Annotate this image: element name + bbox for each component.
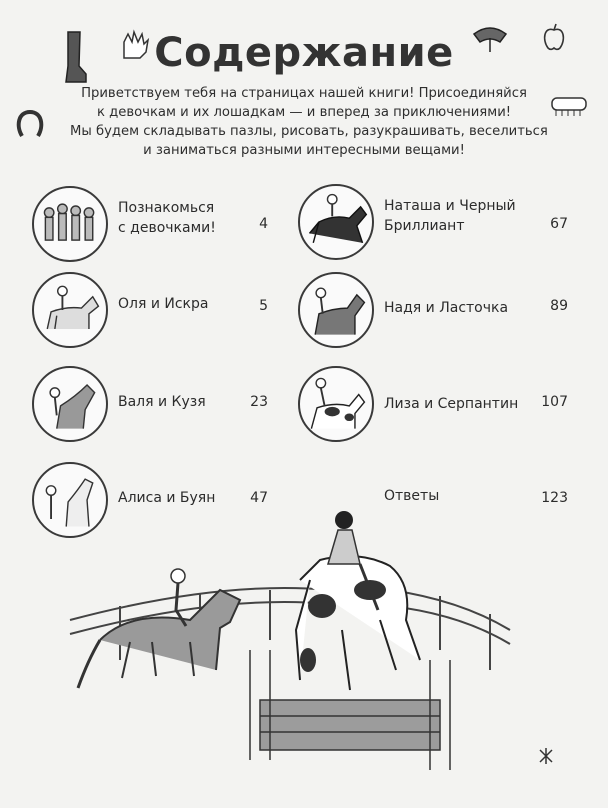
intro-line: к девочкам и их лошадкам — и вперед за приключениями! bbox=[96, 105, 512, 120]
toc-page-number: 5 bbox=[259, 298, 268, 314]
toc-page-number: 4 bbox=[259, 216, 268, 232]
intro-line: Приветствуем тебя на страницах нашей книги! Присоединяйся bbox=[81, 86, 527, 101]
label-line: Валя и Кузя bbox=[118, 394, 206, 410]
label-line: Наташа и Черный bbox=[384, 198, 516, 214]
brush-icon bbox=[548, 92, 590, 118]
label-line: Оля и Искра bbox=[118, 296, 209, 312]
toc-page-number: 107 bbox=[541, 394, 568, 410]
jumping-horse-rider bbox=[296, 511, 420, 690]
label-line: Лиза и Серпантин bbox=[384, 396, 519, 412]
intro-text bbox=[70, 84, 548, 160]
girl-on-pinto-horse-icon bbox=[298, 366, 374, 442]
girl-riding-horse-icon bbox=[298, 272, 374, 348]
toc-entry-meet-girls[interactable] bbox=[32, 186, 292, 266]
toc-entry-liza-serpantin[interactable] bbox=[298, 366, 568, 446]
page-title: Содержание bbox=[154, 30, 454, 76]
brick-wall-jump bbox=[250, 650, 450, 770]
left-horse-rider bbox=[78, 569, 240, 688]
group-of-girls-icon bbox=[32, 186, 108, 262]
toc-page-number: 47 bbox=[250, 490, 268, 506]
label-line: Бриллиант bbox=[384, 218, 465, 234]
label-line: Надя и Ласточка bbox=[384, 300, 509, 316]
label-line: Ответы bbox=[384, 488, 440, 504]
girl-hugging-horse-icon bbox=[32, 366, 108, 442]
toc-entry-label bbox=[118, 294, 208, 314]
girl-on-horse-icon bbox=[32, 272, 108, 348]
toc-entry-nadya-lastochka[interactable] bbox=[298, 272, 568, 352]
toc-entry-label bbox=[118, 198, 216, 238]
toc-entry-natasha-brilliant[interactable] bbox=[298, 184, 568, 264]
riding-arena-illustration bbox=[60, 510, 580, 800]
toc-page-number: 123 bbox=[541, 490, 568, 506]
toc-page-number: 89 bbox=[550, 298, 568, 314]
toc-entry-label bbox=[118, 392, 206, 412]
toc-entry-label bbox=[384, 394, 518, 414]
toc-entry-label bbox=[384, 298, 508, 318]
label-line: Познакомься bbox=[118, 200, 215, 216]
intro-line: Мы будем складывать пазлы, рисовать, разукрашивать, веселиться bbox=[70, 124, 548, 139]
toc-entry-olya-iskra[interactable] bbox=[32, 272, 292, 352]
toc-page-number: 23 bbox=[250, 394, 268, 410]
rider-jumping-horse-icon bbox=[298, 184, 374, 260]
horseshoe-icon bbox=[14, 108, 46, 140]
toc-entry-label bbox=[384, 196, 516, 236]
toc-entry-valya-kuzya[interactable] bbox=[32, 366, 292, 446]
label-line: Алиса и Буян bbox=[118, 490, 216, 506]
toc-entry-label bbox=[384, 486, 439, 506]
intro-line: и заниматься разными интересными вещами! bbox=[143, 143, 465, 158]
toc-entry-label bbox=[118, 488, 215, 508]
toc-page-number: 67 bbox=[550, 216, 568, 232]
label-line: с девочками! bbox=[118, 220, 216, 236]
